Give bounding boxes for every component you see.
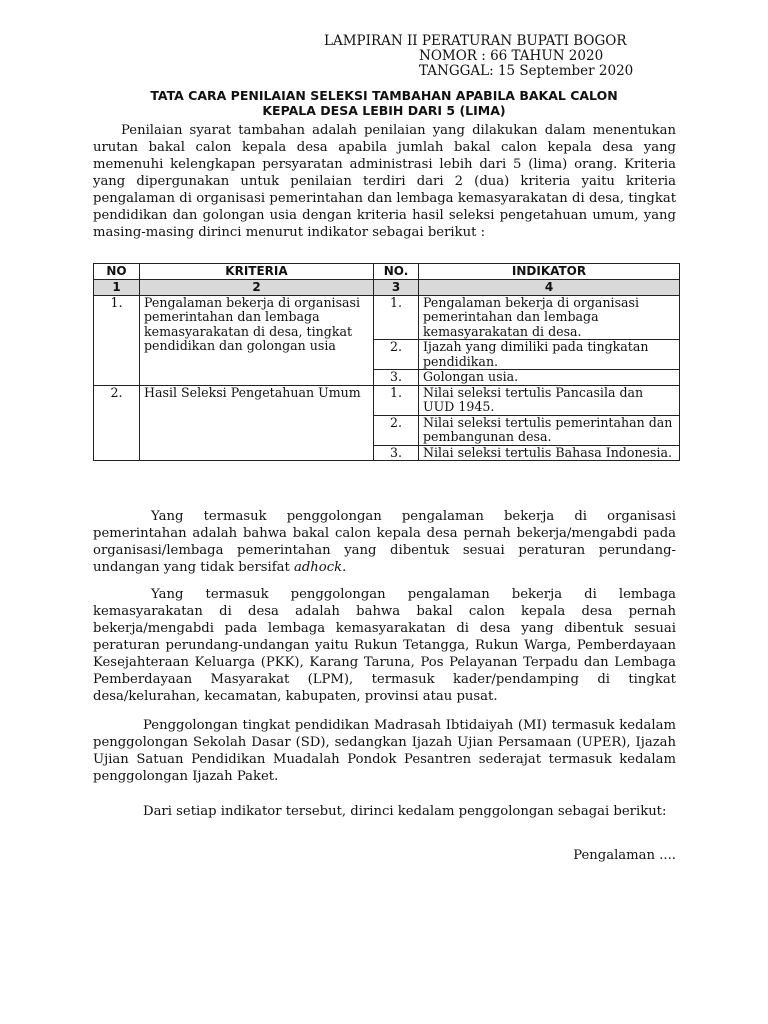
row-no: 2. [94, 385, 140, 461]
paragraph-organisasi-text: Yang termasuk penggolongan pengalaman bekerja di organisasi pemerintahan adalah bahwa bakal calon kepala desa pernah bekerja/mengabdi pada organisasi/lembaga pemerintahan yang dibentuk sesuai peraturan perundang-undangan yang tidak bersifat [93, 509, 676, 575]
indicator-no: 2. [374, 340, 419, 370]
header-no: NO [94, 264, 140, 280]
table-column-number-row [94, 280, 680, 296]
indicator-text: Nilai seleksi tertulis pemerintahan dan pembangunan desa. [419, 415, 680, 445]
indicator-no: 3. [374, 445, 419, 461]
criteria-table [93, 263, 680, 461]
indicator-text: Pengalaman bekerja di organisasi pemerintahan dan lembaga kemasyarakatan di desa. [419, 295, 680, 340]
header-kriteria: KRITERIA [140, 264, 374, 280]
indicator-no: 3. [374, 370, 419, 386]
header-line-1: LAMPIRAN II PERATURAN BUPATI BOGOR [324, 33, 627, 49]
indicator-no: 2. [374, 415, 419, 445]
col-number: 1 [94, 280, 140, 296]
row-no: 1. [94, 295, 140, 385]
paragraph-pendidikan: Penggolongan tingkat pendidikan Madrasah Ibtidaiyah (MI) termasuk kedalam penggolongan Sekolah Dasar (SD), sedangkan Ijazah Ujian Persamaan (UPER), Ijazah Ujian Satuan Pendidikan Muadalah Pondok Pesantren sederajat termasuk kedalam penggolongan Ijazah Paket. [93, 718, 676, 784]
indicator-text: Nilai seleksi tertulis Pancasila dan UUD 1945. [419, 385, 680, 415]
table-row [94, 385, 680, 415]
header-line-3: TANGGAL: 15 September 2020 [419, 63, 634, 79]
paragraph-lembaga: Yang termasuk penggolongan pengalaman bekerja di lembaga kemasyarakatan di desa adalah bahwa bakal calon kepala desa pernah bekerja/mengabdi pada lembaga kemasyarakatan di desa yang dibentuk sesuai peraturan perundang-undangan yaitu Rukun Tetangga, Rukun Warga, Pemberdayaan Kesejahteraan Keluarga (PKK), Karang Taruna, Pos Pelayanan Terpadu dan Lembaga Pemberdayaan Masyarakat (LPM), termasuk kader/pendamping di tingkat desa/kelurahan, kecamatan, kabupaten, provinsi atau pusat. [93, 587, 676, 704]
indicator-text: Ijazah yang dimiliki pada tingkatan pendidikan. [419, 340, 680, 370]
indicator-text: Golongan usia. [419, 370, 680, 386]
adhock-term: adhock [294, 560, 343, 575]
title-line-2: KEPALA DESA LEBIH DARI 5 (LIMA) [262, 103, 506, 118]
paragraph-indikator: Dari setiap indikator tersebut, dirinci kedalam penggolongan sebagai berikut: [143, 804, 667, 819]
indicator-no: 1. [374, 295, 419, 340]
table-header-row [94, 264, 680, 280]
table-row [94, 295, 680, 340]
row-kriteria: Pengalaman bekerja di organisasi pemerintahan dan lembaga kemasyarakatan di desa, tingkat pendidikan dan golongan usia [140, 295, 374, 385]
document-header [324, 34, 633, 79]
intro-paragraph: Penilaian syarat tambahan adalah penilaian yang dilakukan dalam menentukan urutan bakal calon kepala desa apabila jumlah bakal calon kepala desa yang memenuhi kelengkapan persyaratan administrasi lebih dari 5 (lima) orang. Kriteria yang dipergunakan untuk penilaian terdiri dari 2 (dua) kriteria yaitu kriteria pengalaman di organisasi pemerintahan dan lembaga kemasyarakatan di desa, tingkat pendidikan dan golongan usia dengan kriteria hasil seleksi pengetahuan umum, yang masing-masing dirinci menurut indikator sebagai berikut : [93, 123, 676, 240]
paragraph-organisasi [93, 508, 676, 576]
header-indikator: INDIKATOR [419, 264, 680, 280]
header-line-2: NOMOR : 66 TAHUN 2020 [419, 48, 604, 64]
col-number: 3 [374, 280, 419, 296]
indicator-no: 1. [374, 385, 419, 415]
page-continuation: Pengalaman .... [573, 848, 676, 863]
paragraph-organisasi-end: . [342, 560, 347, 575]
header-no2: NO. [374, 264, 419, 280]
indicator-text: Nilai seleksi tertulis Bahasa Indonesia. [419, 445, 680, 461]
col-number: 2 [140, 280, 374, 296]
title-line-1: TATA CARA PENILAIAN SELEKSI TAMBAHAN APABILA BAKAL CALON [150, 88, 618, 103]
row-kriteria: Hasil Seleksi Pengetahuan Umum [140, 385, 374, 461]
document-title [92, 88, 676, 118]
col-number: 4 [419, 280, 680, 296]
